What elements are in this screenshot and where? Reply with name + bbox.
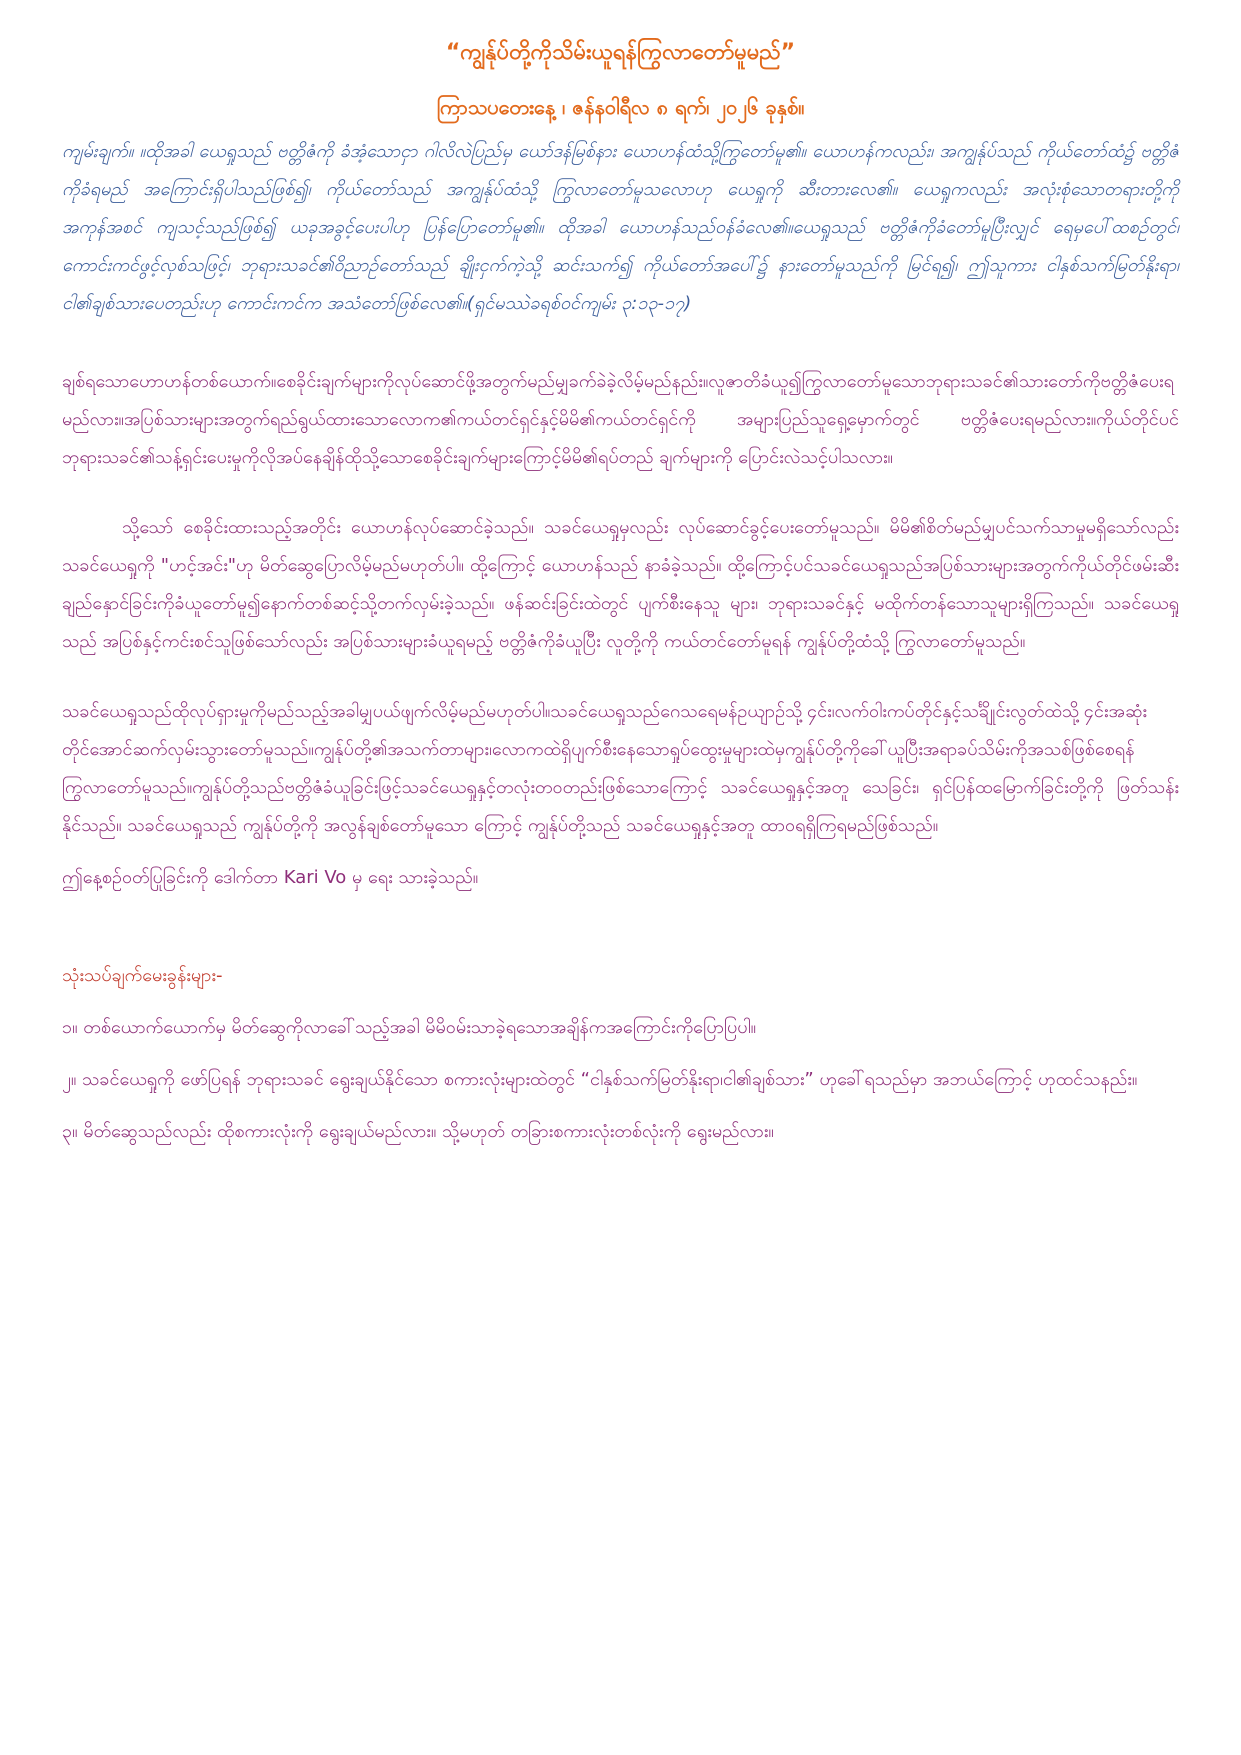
author-credit: ဤနေ့စဉ်ဝတ်ပြုခြင်းကို ဒေါက်တာ Kari Vo မှ ရေး သားခဲ့သည်။ (62, 866, 479, 888)
date-line: ကြာသပတေးနေ့ ၊ ဇန်နဝါရီလ ၈ ရက်၊ ၂၀၂၆ ခုနှစ်။ (436, 94, 805, 119)
questions-heading: သုံးသပ်ချက်မေးခွန်းများ- (62, 964, 223, 986)
body-paragraph-3: သခင်ယေရှုသည်ထိုလုပ်ရှားမှုကိုမည်သည့်အခါမျှပယ်ဖျက်လိမ့်မည်မဟုတ်ပါ။သခင်ယေရှုသည်ဂေသရေမန်ဥယျာဉ်သို့၄င်း၊လက်ဝါးကပ်တိုင်နှင့်သင်္ချိုင်းလွတ်ထဲသို့၄င်းအဆုံးတိုင်အောင်ဆက်လှမ်းသွားတော်မူသည်။ကျွန်ုပ်တို့၏အသက်တာများ၊လောကထဲရှိပျက်စီးနေသောရှုပ်ထွေးမှုများထဲမှကျွန်ုပ်တို့ကိုခေါ်ယူပြီးအရာခပ်သိမ်းကိုအသစ်ဖြစ်စေရန်ကြွလာတော်မူသည်။ကျွန်ုပ်တို့သည်ဗတ္တိဇံခံယူခြင်းဖြင့်သခင်ယေရှုနှင့်တလုံးတဝတည်းဖြစ်သောကြောင့် သခင်ယေရှုနှင့်အတူ သေခြင်း၊ ရှင်ပြန်ထမြောက်ခြင်းတို့ကို ဖြတ်သန်းနိုင်သည်။ သခင်ယေရှုသည် ကျွန်ုပ်တို့ကို အလွန်ချစ်တော်မူသော ကြောင့် ကျွန်ုပ်တို့သည် သခင်ယေရှုနှင့်အတူ ထာဝရရှိကြရမည်ဖြစ်သည်။ (62, 700, 1179, 836)
body-paragraph-2: သို့သော် စေခိုင်းထားသည့်အတိုင်း ယောဟန်လုပ်ဆောင်ခဲ့သည်။ သခင်ယေရှုမှလည်း လုပ်ဆောင်ခွင့်ပေးတော်မူသည်။ မိမိ၏စိတ်မည်မျှပင်သက်သာမှုမရှိသော်လည်း သခင်ယေရှုကို "ဟင့်အင်း"ဟု မိတ်ဆွေပြောလိမ့်မည်မဟုတ်ပါ။ ထို့ကြောင့် ယောဟန်သည် နာခံခဲ့သည်။ ထို့ကြောင့်ပင်သခင်ယေရှုသည်အပြစ်သားများအတွက်ကိုယ်တိုင်ဖမ်းဆီးချည်နှောင်ခြင်းကိုခံယူတော်မူ၍နောက်တစ်ဆင့်သို့တက်လှမ်းခဲ့သည်။ ဖန်ဆင်းခြင်းထဲတွင် ပျက်စီးနေသူ များ၊ ဘုရားသခင်နှင့် မထိုက်တန်သောသူများရှိကြသည်။ သခင်ယေရှုသည် အပြစ်နှင့်ကင်းစင်သူဖြစ်သော်လည်း အပြစ်သားများခံယူရမည့် ဗတ္တိဇံကိုခံယူပြီး လူတို့ကို ကယ်တင်တော်မူရန် ကျွန်ုပ်တို့ထံသို့ ကြွလာတော်မူသည်။ (62, 516, 1179, 652)
devotional-page (62, 38, 1179, 1165)
page-title: “ကျွန်ုပ်တို့ကိုသိမ်းယူရန်ကြွလာတော်မူမည်” (445, 40, 796, 65)
scripture-passage: ကျမ်းချက်။ ။ထိုအခါ ယေရှုသည် ဗတ္တိဇံကို ခံအံ့သောငှာ ဂါလိလဲပြည်မှ ယော်ဒန်မြစ်နား ယောဟန်ထံသို့ကြွတော်မူ၏။ ယောဟန်ကလည်း၊ အကျွန်ုပ်သည် ကိုယ်တော်ထံ၌ ဗတ္တိဇံကိုခံရမည် အကြောင်းရှိပါသည်ဖြစ်၍၊ ကိုယ်တော်သည် အကျွန်ုပ်ထံသို့ ကြွလာတော်မူသလောဟု ယေရှုကို ဆီးတားလေ၏။ ယေရှုကလည်း အလုံးစုံသောတရားတို့ကို အကုန်အစင် ကျသင့်သည်ဖြစ်၍ ယခုအခွင့်ပေးပါဟု ပြန်ပြောတော်မူ၏။ ထိုအခါ ယောဟန်သည်ဝန်ခံလေ၏။ယေရှုသည် ဗတ္တိဇံကိုခံတော်မူပြီးလျှင် ရေမှပေါ်ထစဉ်တွင်၊ ကောင်းကင်ဖွင့်လှစ်သဖြင့်၊ ဘုရားသခင်၏ဝိညာဉ်တော်သည် ချိုးငှက်ကဲ့သို့ ဆင်းသက်၍ ကိုယ်တော်အပေါ်၌ နားတော်မူသည်ကို မြင်ရ၍၊ ဤသူကား ငါနှစ်သက်မြတ်နိုးရာ၊ ငါ၏ချစ်သားပေတည်းဟု ကောင်းကင်က အသံတော်ဖြစ်လေ၏။(ရှင်မဿဲခရစ်ဝင်ကျမ်း ၃:၁၃-၁၇) (62, 140, 1179, 314)
question-item-2: ၂။ သခင်ယေရှုကို ဖော်ပြရန် ဘုရားသခင် ရွေးချယ်နိုင်သော စကားလုံးများထဲတွင် “ငါနှစ်သက်မြတ်နိုးရာ၊ငါ၏ချစ်သား” ဟုခေါ်ရသည်မှာ အဘယ်ကြောင့် ဟုထင်သနည်း။ (62, 1068, 1138, 1090)
question-item-3: ၃။ မိတ်ဆွေသည်လည်း ထိုစကားလုံးကို ရွေးချယ်မည်လား။ သို့မဟုတ် တခြားစကားလုံးတစ်လုံးကို ရွေးမည်လား။ (62, 1120, 774, 1142)
body-paragraph-1: ချစ်ရသောဟောဟန်တစ်ယောက်။စေခိုင်းချက်များကိုလုပ်ဆောင်ဖို့အတွက်မည်မျှခက်ခဲခဲ့လိမ့်မည်နည်း။လူဇာတိခံယူ၍ကြွလာတော်မူသောဘုရားသခင်၏သားတော်ကိုဗတ္တိဇံပေးရမည်လား။အပြစ်သားများအတွက်ရည်ရွယ်ထားသောလောက၏ကယ်တင်ရှင်နှင့်မိမိ၏ကယ်တင်ရှင်ကို အများပြည်သူရှေ့မှောက်တွင် ဗတ္တိဇံပေးရမည်လား။ကိုယ်တိုင်ပင်ဘုရားသခင်၏သန့်ရှင်းပေးမှုကိုလိုအပ်နေချိန်ထိုသို့သောစေခိုင်းချက်များကြောင့်မိမိ၏ရပ်တည် ချက်များကို ပြောင်းလဲသင့်ပါသလား။ (62, 370, 1179, 468)
question-item-1: ၁။ တစ်ယောက်ယောက်မှ မိတ်ဆွေကိုလာခေါ်သည့်အခါ မိမိဝမ်းသာခဲ့ရသောအချိန်ကအကြောင်းကိုပြောပြပါ။ (62, 1016, 757, 1038)
